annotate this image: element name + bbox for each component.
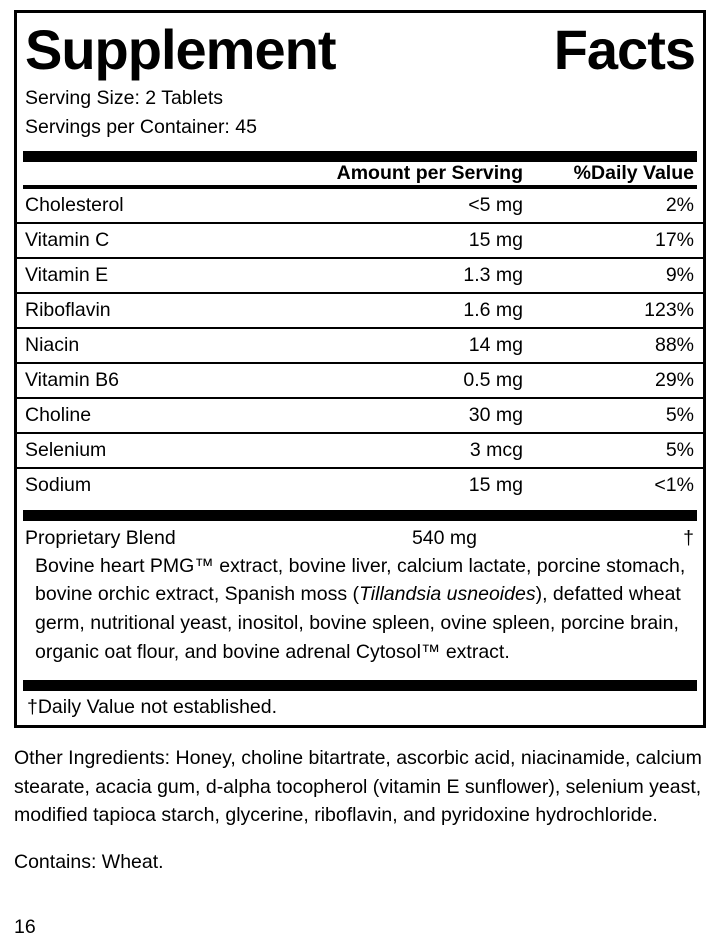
ingredients-botanical-name: Tillandsia usneoides — [359, 583, 536, 606]
nutrient-daily-value: 29% — [563, 363, 703, 398]
nutrient-daily-value: 9% — [563, 258, 703, 293]
page-number: 16 — [14, 916, 36, 938]
table-row — [17, 258, 703, 293]
table-row — [17, 189, 703, 223]
table-row — [17, 363, 703, 398]
nutrient-daily-value: 5% — [563, 398, 703, 433]
divider-thick-footnote — [23, 680, 697, 691]
nutrient-amount: 1.6 mg — [293, 293, 563, 328]
title-word-supplement: Supplement — [25, 18, 336, 81]
table-row — [17, 328, 703, 363]
nutrient-name: Niacin — [17, 328, 293, 363]
nutrient-name: Selenium — [17, 433, 293, 468]
nutrient-amount: 14 mg — [293, 328, 563, 363]
proprietary-blend-name: Proprietary Blend — [25, 526, 176, 549]
nutrient-daily-value: 5% — [563, 433, 703, 468]
additional-info — [14, 744, 706, 895]
proprietary-blend-daily-value: † — [683, 526, 694, 549]
nutrient-name: Sodium — [25, 473, 92, 496]
nutrient-name: Vitamin E — [17, 258, 293, 293]
table-row — [17, 223, 703, 258]
table-row — [17, 398, 703, 433]
nutrient-amount: 15 mg — [468, 473, 523, 496]
table-row — [17, 293, 703, 328]
nutrient-name: Cholesterol — [17, 189, 293, 223]
proprietary-blend-ingredients — [17, 552, 703, 673]
table-row — [17, 433, 703, 468]
nutrient-daily-value: 123% — [563, 293, 703, 328]
nutrient-daily-value: <1% — [654, 473, 694, 496]
nutrient-name: Riboflavin — [17, 293, 293, 328]
other-ingredients: Other Ingredients: Honey, choline bitartrate, ascorbic acid, niacinamide, calcium stearate, acacia gum, d-alpha tocopherol (vitamin E sunflower), selenium yeast, modified tapioca starch, glycerine, riboflavin, and pyridoxine hydrochloride. — [14, 747, 702, 827]
title-word-facts: Facts — [553, 18, 695, 81]
proprietary-blend-row — [17, 521, 703, 552]
ingredients-text-part2: ), defatted wheat germ, nutritional yeast, inositol, bovine spleen, ovine spleen, porcine brain, organic oat flour, and bovine adrenal Cytosol™ extract. — [35, 583, 681, 663]
servings-per-container: Servings per Container: 45 — [25, 116, 257, 139]
table-row — [17, 468, 703, 502]
page-title — [17, 13, 703, 81]
table-header-row — [17, 162, 703, 185]
nutrient-amount: 1.3 mg — [293, 258, 563, 293]
nutrient-daily-value: 2% — [563, 189, 703, 223]
column-header-daily-value: %Daily Value — [573, 161, 694, 184]
daily-value-footnote: †Daily Value not established. — [27, 696, 278, 719]
nutrient-daily-value: 17% — [563, 223, 703, 258]
nutrient-name: Vitamin B6 — [17, 363, 293, 398]
nutrient-rows — [17, 189, 703, 502]
supplement-facts-panel — [14, 10, 706, 728]
column-header-amount: Amount per Serving — [336, 161, 523, 184]
nutrient-name: Choline — [17, 398, 293, 433]
column-header-nutrient — [17, 162, 293, 185]
contains-statement: Contains: Wheat. — [14, 850, 164, 873]
nutrient-amount: 30 mg — [293, 398, 563, 433]
nutrient-amount: 3 mcg — [293, 433, 563, 468]
nutrient-daily-value: 88% — [563, 328, 703, 363]
nutrition-table — [17, 162, 703, 185]
nutrient-amount: <5 mg — [293, 189, 563, 223]
proprietary-blend-amount: 540 mg — [411, 526, 477, 549]
nutrient-name: Vitamin C — [17, 223, 293, 258]
divider-thick-blend — [23, 510, 697, 521]
nutrient-amount: 15 mg — [293, 223, 563, 258]
serving-size: Serving Size: 2 Tablets — [25, 87, 223, 110]
ingredients-text-part1: Bovine heart PMG™ extract, bovine liver, calcium lactate, porcine stomach, bovine orchic extract, Spanish moss ( — [35, 554, 686, 606]
nutrient-amount: 0.5 mg — [293, 363, 563, 398]
serving-info — [17, 78, 703, 143]
divider-thick-top — [23, 151, 697, 162]
